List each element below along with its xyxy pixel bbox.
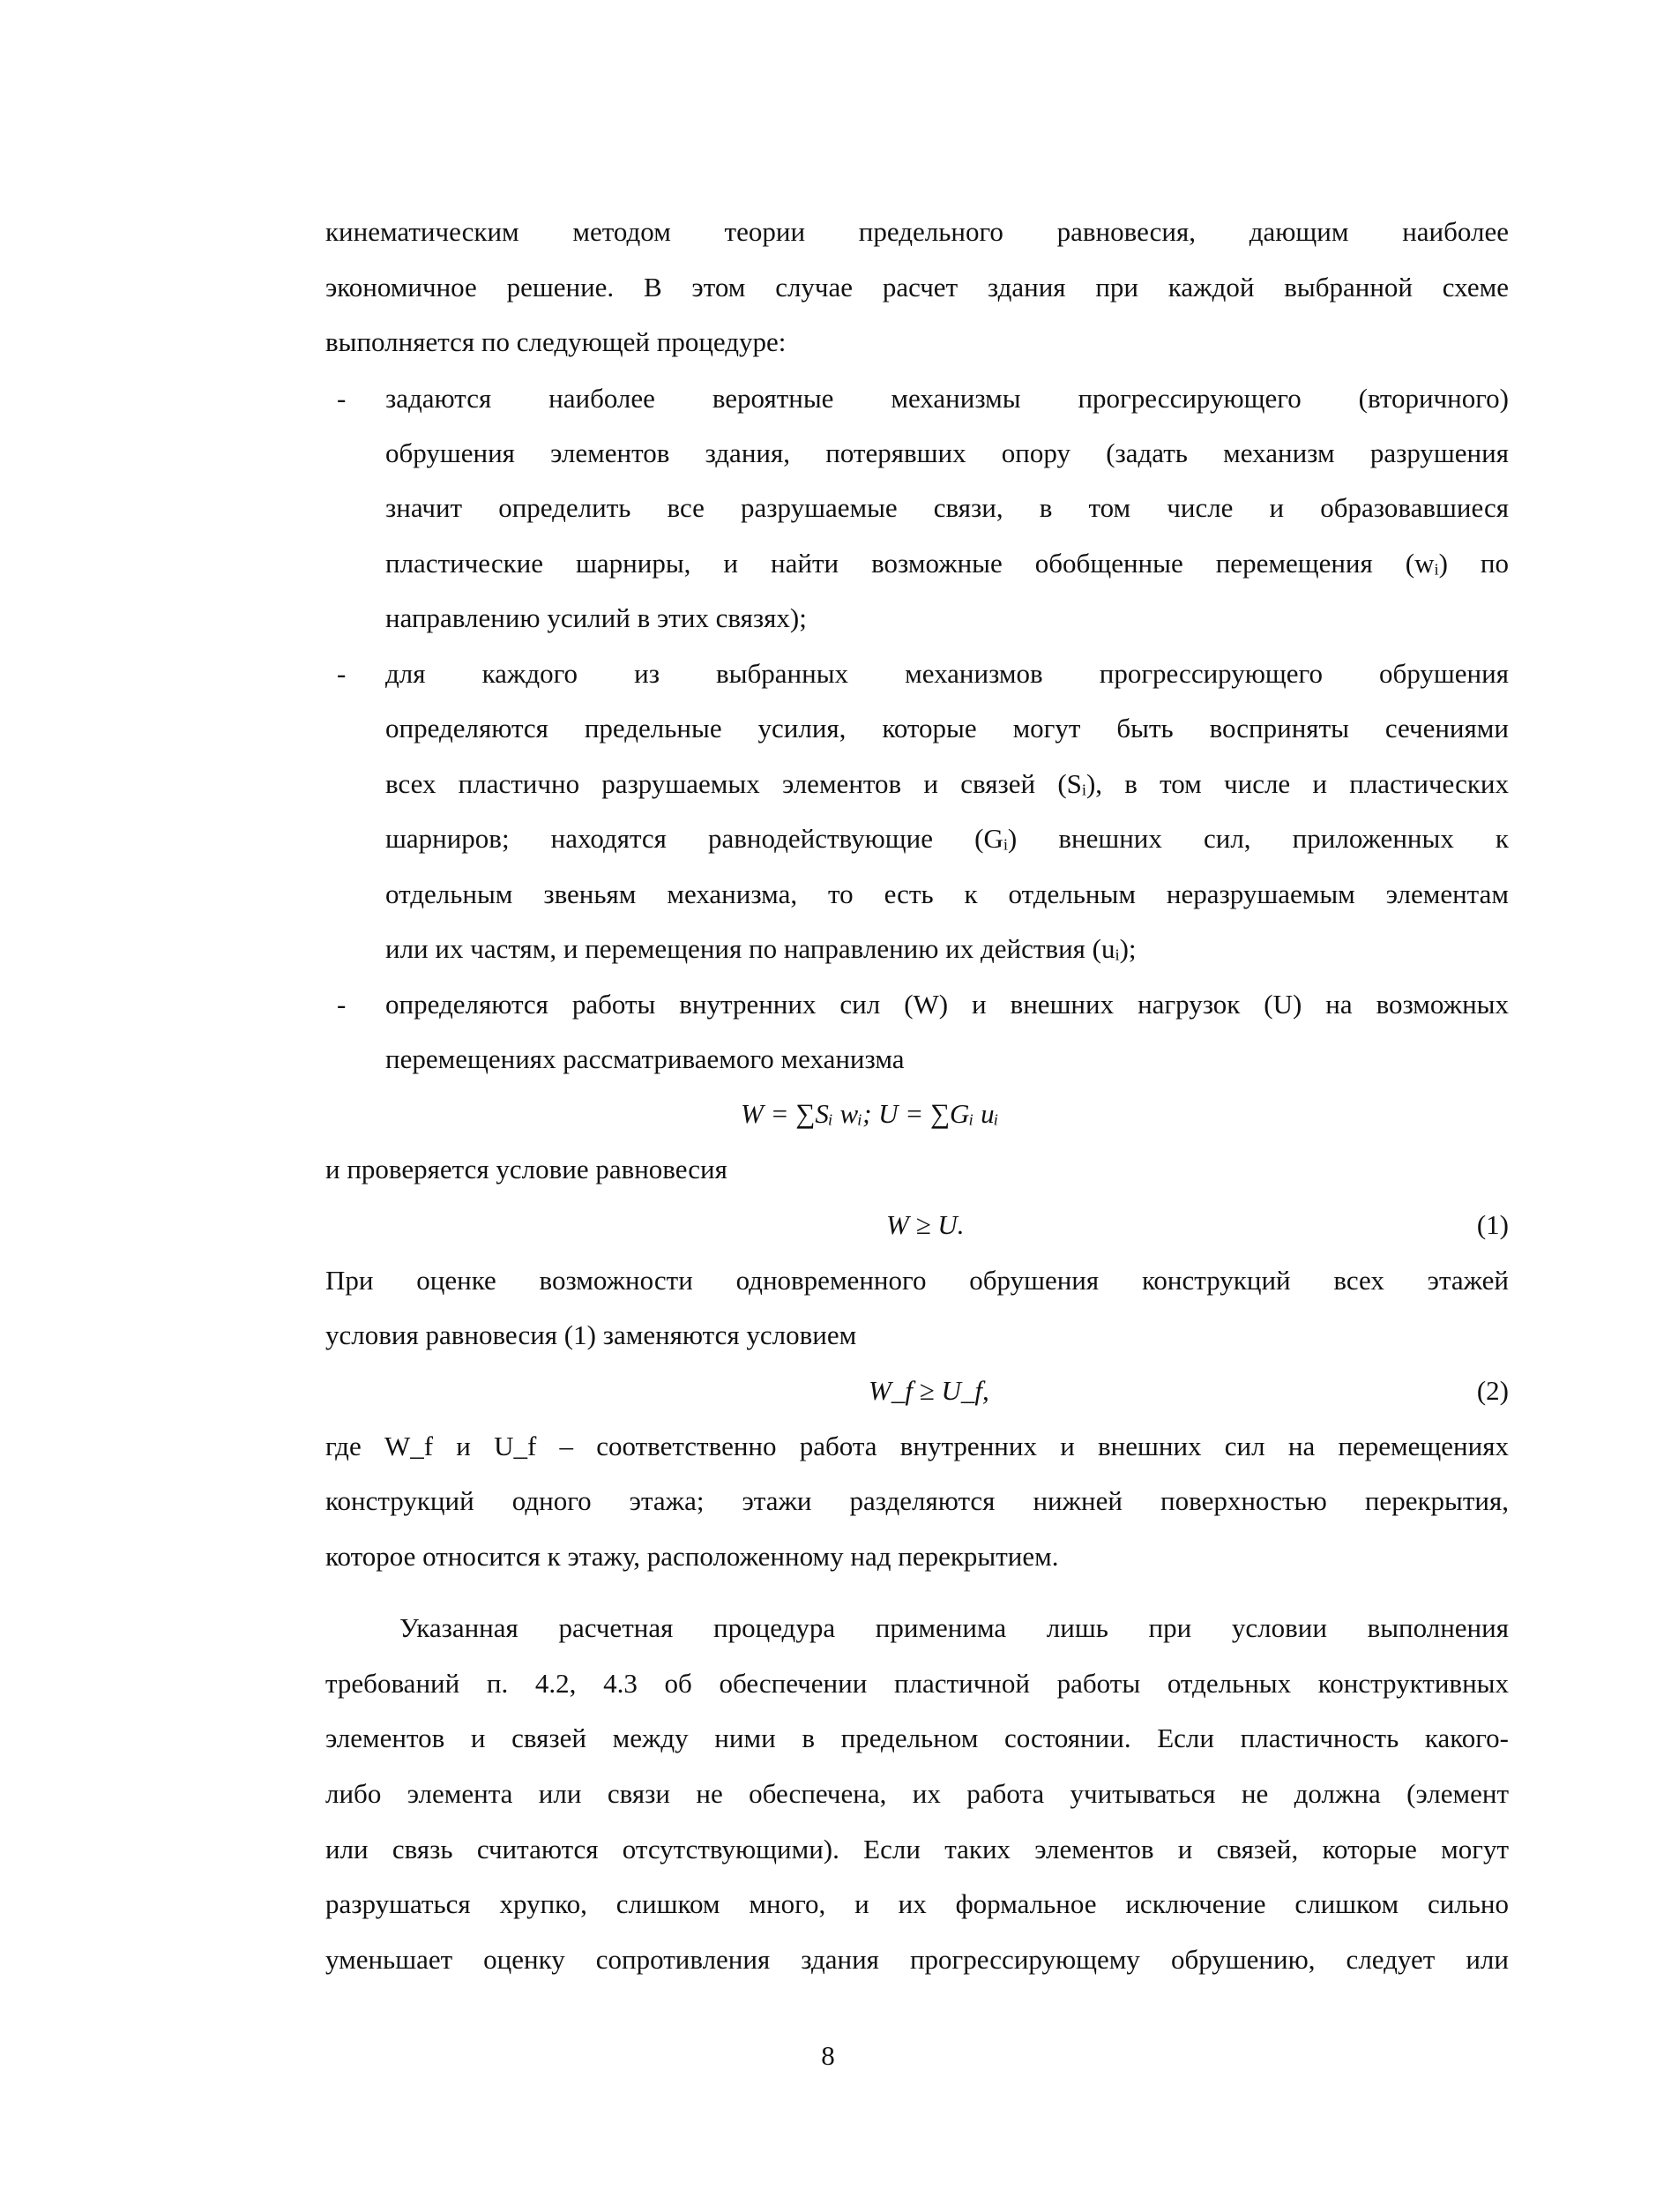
text-line: и проверяется условие равновесия — [325, 1154, 727, 1184]
text-line: где W_f и U_f – соответственно работа внутренних и внешних сил на перемещениях — [325, 1431, 1509, 1461]
bullet-line: определяются предельные усилия, которые могут быть восприняты сечениями — [385, 713, 1509, 744]
equation-2: W_f ≥ U_f, — [869, 1375, 989, 1406]
text-line: Указанная расчетная процедура применима лишь при условии выполнения — [399, 1612, 1509, 1643]
text-line: конструкций одного этажа; этажи разделяются нижней поверхностью перекрытия, — [325, 1485, 1509, 1516]
bullet-line: для каждого из выбранных механизмов прогрессирующего обрушения — [385, 658, 1509, 689]
text-line: кинематическим методом теории предельного равновесия, дающим наиболее — [325, 216, 1509, 247]
text-line: При оценке возможности одновременного обрушения конструкций всех этажей — [325, 1265, 1509, 1296]
text-line: условия равновесия (1) заменяются условием — [325, 1319, 857, 1350]
bullet-line: отдельным звеньям механизма, то есть к отдельным неразрушаемым элементам — [385, 878, 1509, 909]
bullet-dash: - — [337, 658, 347, 689]
bullet-line: значит определить все разрушаемые связи, в том числе и образовавшиеся — [385, 492, 1509, 523]
text-line: разрушаться хрупко, слишком много, и их формальное исключение слишком сильно — [325, 1888, 1509, 1919]
text-line: либо элемента или связи не обеспечена, их работа учитываться не должна (элемент — [325, 1778, 1509, 1809]
page-number: 8 — [821, 2040, 835, 2071]
equation-2-number: (2) — [1476, 1375, 1509, 1406]
bullet-line: или их частям, и перемещения по направлению их действия (uᵢ); — [385, 933, 1137, 964]
bullet-line: определяются работы внутренних сил (W) и внешних нагрузок (U) на возможных — [385, 989, 1509, 1020]
equation-1-number: (1) — [1476, 1209, 1509, 1240]
work-formula: W = ∑Sᵢ wᵢ; U = ∑Gᵢ uᵢ — [741, 1098, 999, 1129]
bullet-line: задаются наиболее вероятные механизмы прогрессирующего (вторичного) — [385, 383, 1509, 414]
bullet-line: перемещениях рассматриваемого механизма — [385, 1043, 905, 1074]
equation-1: W ≥ U. — [886, 1209, 965, 1240]
text-line: которое относится к этажу, расположенному над перекрытием. — [325, 1541, 1059, 1572]
text-line: выполняется по следующей процедуре: — [325, 326, 787, 357]
bullet-dash: - — [337, 383, 347, 414]
text-line: или связь считаются отсутствующими). Если таких элементов и связей, которые могут — [325, 1834, 1509, 1865]
bullet-line: направлению усилий в этих связях); — [385, 602, 807, 633]
bullet-line: обрушения элементов здания, потерявших опору (задать механизм разрушения — [385, 437, 1509, 468]
bullet-line: всех пластично разрушаемых элементов и связей (Sᵢ), в том числе и пластических — [385, 768, 1509, 799]
text-line: экономичное решение. В этом случае расчет здания при каждой выбранной схеме — [325, 272, 1509, 303]
bullet-line: пластические шарниры, и найти возможные обобщенные перемещения (wᵢ) по — [385, 548, 1509, 579]
text-line: требований п. 4.2, 4.3 об обеспечении пластичной работы отдельных конструктивных — [325, 1668, 1509, 1699]
text-line: элементов и связей между ними в предельном состоянии. Если пластичность какого- — [325, 1723, 1509, 1753]
bullet-line: шарниров; находятся равнодействующие (Gᵢ) внешних сил, приложенных к — [385, 823, 1509, 854]
text-line: уменьшает оценку сопротивления здания прогрессирующему обрушению, следует или — [325, 1944, 1509, 1975]
bullet-dash: - — [337, 989, 347, 1020]
